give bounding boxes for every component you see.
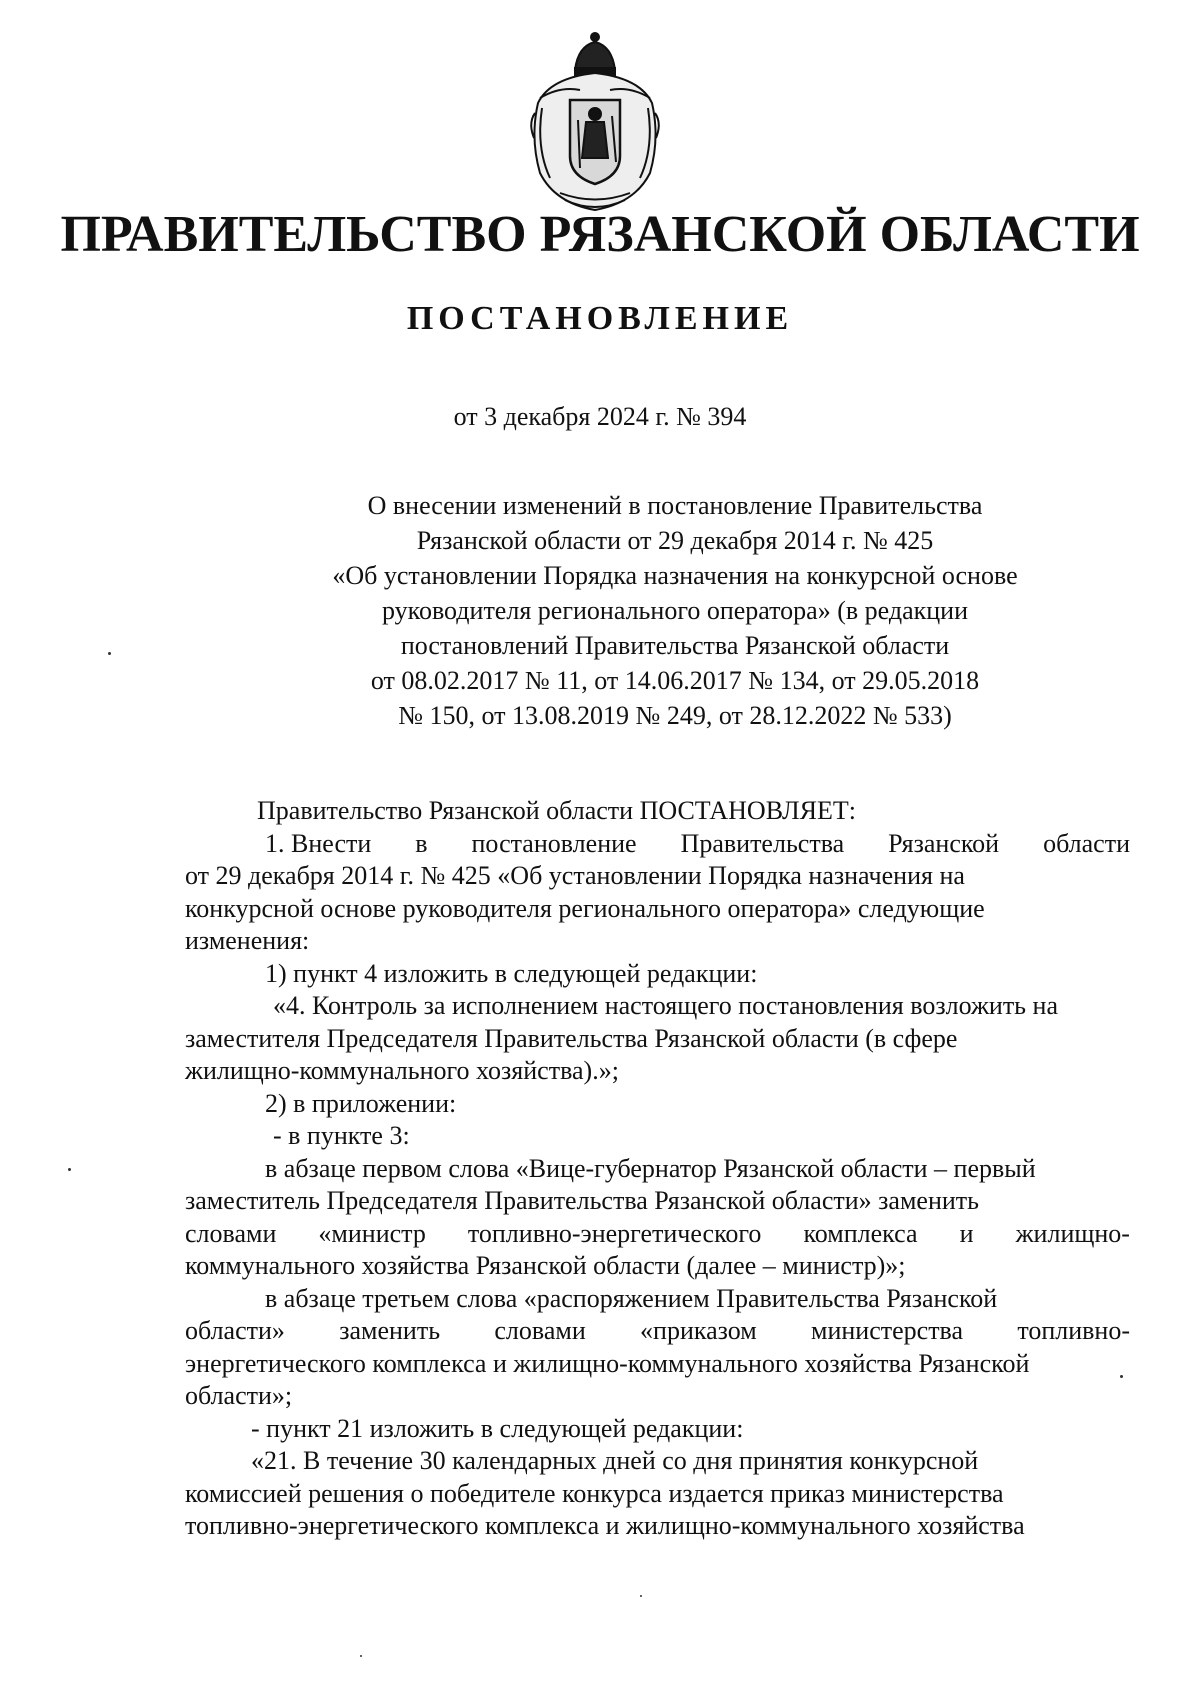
word: словами: [494, 1316, 586, 1345]
word: области: [1043, 828, 1130, 858]
paragraph-line: заместитель Председателя Правительства Рязанской области» заменить: [185, 1186, 979, 1215]
subject-line: № 150, от 13.08.2019 № 249, от 28.12.2022 № 533): [398, 701, 952, 730]
paragraph-line: комиссией решения о победителе конкурса издается приказ министерства: [185, 1478, 1004, 1508]
paragraph-line: в абзаце первом слова «Вице-губернатор Рязанской области – первый: [265, 1153, 1036, 1183]
scan-speck: [360, 1655, 362, 1657]
scan-speck: [1120, 1375, 1123, 1378]
paragraph-justified-line: [185, 1218, 1130, 1251]
coat-of-arms-icon: [520, 28, 670, 218]
word: министерства: [811, 1316, 964, 1345]
subitem-1-line: «4. Контроль за исполнением настоящего постановления возложить на: [273, 991, 1058, 1020]
subitem-2-heading: 2) в приложении:: [265, 1088, 457, 1118]
paragraph-justified-line: [185, 1315, 1130, 1348]
item-1-line: от 29 декабря 2014 г. № 425 «Об установлении Порядка назначения на: [185, 861, 965, 890]
subject-line: от 08.02.2017 № 11, от 14.06.2017 № 134, от 29.05.2018: [370, 666, 980, 695]
word: Рязанской: [888, 828, 1000, 858]
subitem-1-heading: 1) пункт 4 изложить в следующей редакции:: [265, 958, 758, 988]
subitem-1-line: заместителя Председателя Правительства Рязанской области (в сфере: [185, 1023, 958, 1053]
word: комплекса: [803, 1218, 918, 1248]
item-1-first-line: [185, 828, 1130, 861]
subject-line: О внесении изменений в постановление Правительства: [367, 491, 983, 520]
government-title: ПРАВИТЕЛЬСТВО РЯЗАНСКОЙ ОБЛАСТИ: [60, 206, 1140, 263]
preamble: Правительство Рязанской области ПОСТАНОВЛЯЕТ:: [257, 796, 857, 825]
word: постановление: [471, 828, 637, 858]
scan-speck: [68, 1168, 71, 1171]
document-date: от 3 декабря 2024 г. № 394: [453, 402, 747, 431]
word: 1. Внести: [265, 828, 372, 858]
word: топливно-: [1017, 1316, 1130, 1345]
paragraph-line: «21. В течение 30 календарных дней со дня принятия конкурсной: [251, 1446, 979, 1475]
word: заменить: [339, 1316, 441, 1345]
word: в: [415, 828, 428, 858]
document-type: ПОСТАНОВЛЕНИЕ: [406, 300, 794, 337]
subitem-1-line: жилищно-коммунального хозяйства).»;: [185, 1056, 619, 1085]
paragraph-line: в абзаце третьем слова «распоряжением Правительства Рязанской: [265, 1283, 998, 1313]
paragraph-line: области»;: [185, 1381, 293, 1410]
point-21-heading: - пункт 21 изложить в следующей редакции:: [251, 1413, 744, 1443]
document-subject: [280, 488, 1070, 733]
word: топливно-энергетического: [467, 1218, 762, 1248]
word: «приказом: [640, 1316, 757, 1345]
word: жилищно-: [1015, 1218, 1130, 1248]
word: словами: [185, 1218, 277, 1248]
item-1-line: конкурсной основе руководителя регионального оператора» следующие: [185, 893, 985, 923]
scan-speck: [108, 652, 111, 655]
subject-line: постановлений Правительства Рязанской области: [400, 631, 950, 660]
point-3-heading: - в пункте 3:: [273, 1121, 410, 1150]
item-1-line: изменения:: [185, 926, 310, 955]
scan-speck: [640, 1595, 642, 1597]
word: «министр: [318, 1218, 426, 1248]
document-body: [185, 795, 1130, 1543]
subject-line: руководителя регионального оператора» (в редакции: [381, 596, 968, 625]
word: Правительства: [680, 828, 845, 858]
subject-line: Рязанской области от 29 декабря 2014 г. № 425: [416, 526, 934, 555]
word: и: [959, 1218, 974, 1248]
paragraph-line: энергетического комплекса и жилищно-коммунального хозяйства Рязанской: [185, 1348, 1030, 1378]
paragraph-line: топливно-энергетического комплекса и жилищно-коммунального хозяйства: [185, 1511, 1025, 1540]
subject-line: «Об установлении Порядка назначения на конкурсной основе: [332, 561, 1018, 590]
paragraph-line: коммунального хозяйства Рязанской области (далее – министр)»;: [185, 1251, 906, 1280]
word: области»: [185, 1316, 285, 1345]
